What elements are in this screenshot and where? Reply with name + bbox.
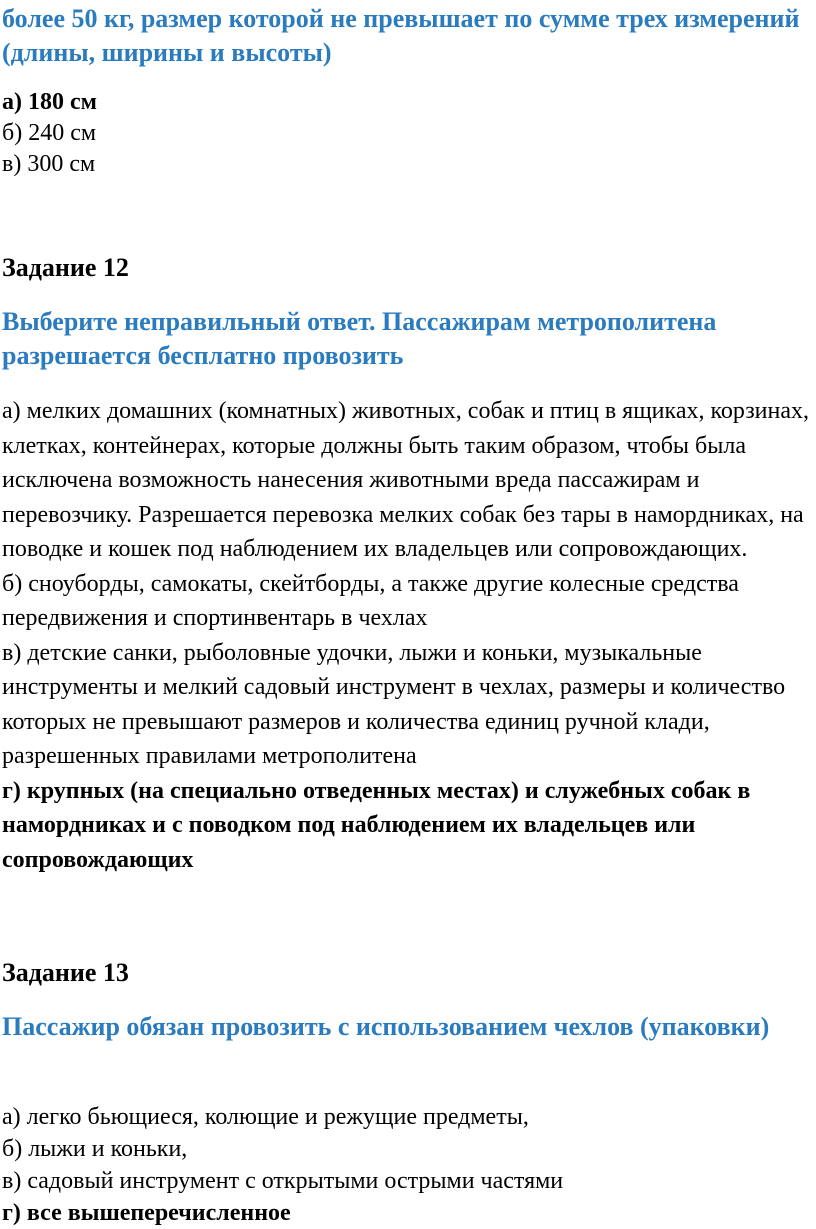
- task12-answer-list: [2, 394, 812, 877]
- task11-answer-c: в) 300 см: [2, 151, 96, 177]
- task11-answer-list: [2, 87, 812, 180]
- task13-answer-d: г) все вышеперечисленное: [2, 1200, 291, 1226]
- task12-heading: Задание 12: [2, 253, 129, 282]
- task13-answer-a: а) легко бьющиеся, колющие и режущие предметы,: [2, 1104, 529, 1130]
- task11-question: более 50 кг, размер которой не превышает по сумме трех измерений (длины, ширины и высоты): [2, 4, 800, 67]
- task13-answer-c: в) садовый инструмент с открытыми острыми частями: [2, 1168, 564, 1194]
- task13-heading: Задание 13: [2, 958, 129, 987]
- task12-question: Выберите неправильный ответ. Пассажирам метрополитена разрешается бесплатно провозить: [2, 307, 717, 370]
- task12-answer-d: г) крупных (на специально отведенных местах) и служебных собак в намордниках и с поводком под наблюдением их владельцев или сопровождающих: [2, 777, 751, 873]
- task11-answer-a: а) 180 см: [2, 89, 97, 115]
- task13-question: Пассажир обязан провозить с использованием чехлов (упаковки): [2, 1012, 770, 1041]
- task12-answer-a: а) мелких домашних (комнатных) животных, собак и птиц в ящиках, корзинах, клетках, контейнерах, которые должны быть таким образом, чтобы была исключена возможность нанесения животными вреда пассажирам и перевозчику. Разрешается перевозка мелких собак без тары в намордниках, на поводке и кошек под наблюдением их владельцев или сопровождающих.: [2, 398, 810, 562]
- task12-answer-b: б) сноуборды, самокаты, скейтборды, а также другие колесные средства передвижения и спортинвентарь в чехлах: [2, 570, 739, 631]
- task13-answer-list: [2, 1101, 812, 1229]
- task13-answer-b: б) лыжи и коньки,: [2, 1136, 188, 1162]
- task12-answer-c: в) детские санки, рыболовные удочки, лыжи и коньки, музыкальные инструменты и мелкий садовый инструмент в чехлах, размеры и количество которых не превышают размеров и количества единиц ручной клади, разрешенных правилами метрополитена: [2, 639, 786, 769]
- task11-answer-b: б) 240 см: [2, 120, 97, 146]
